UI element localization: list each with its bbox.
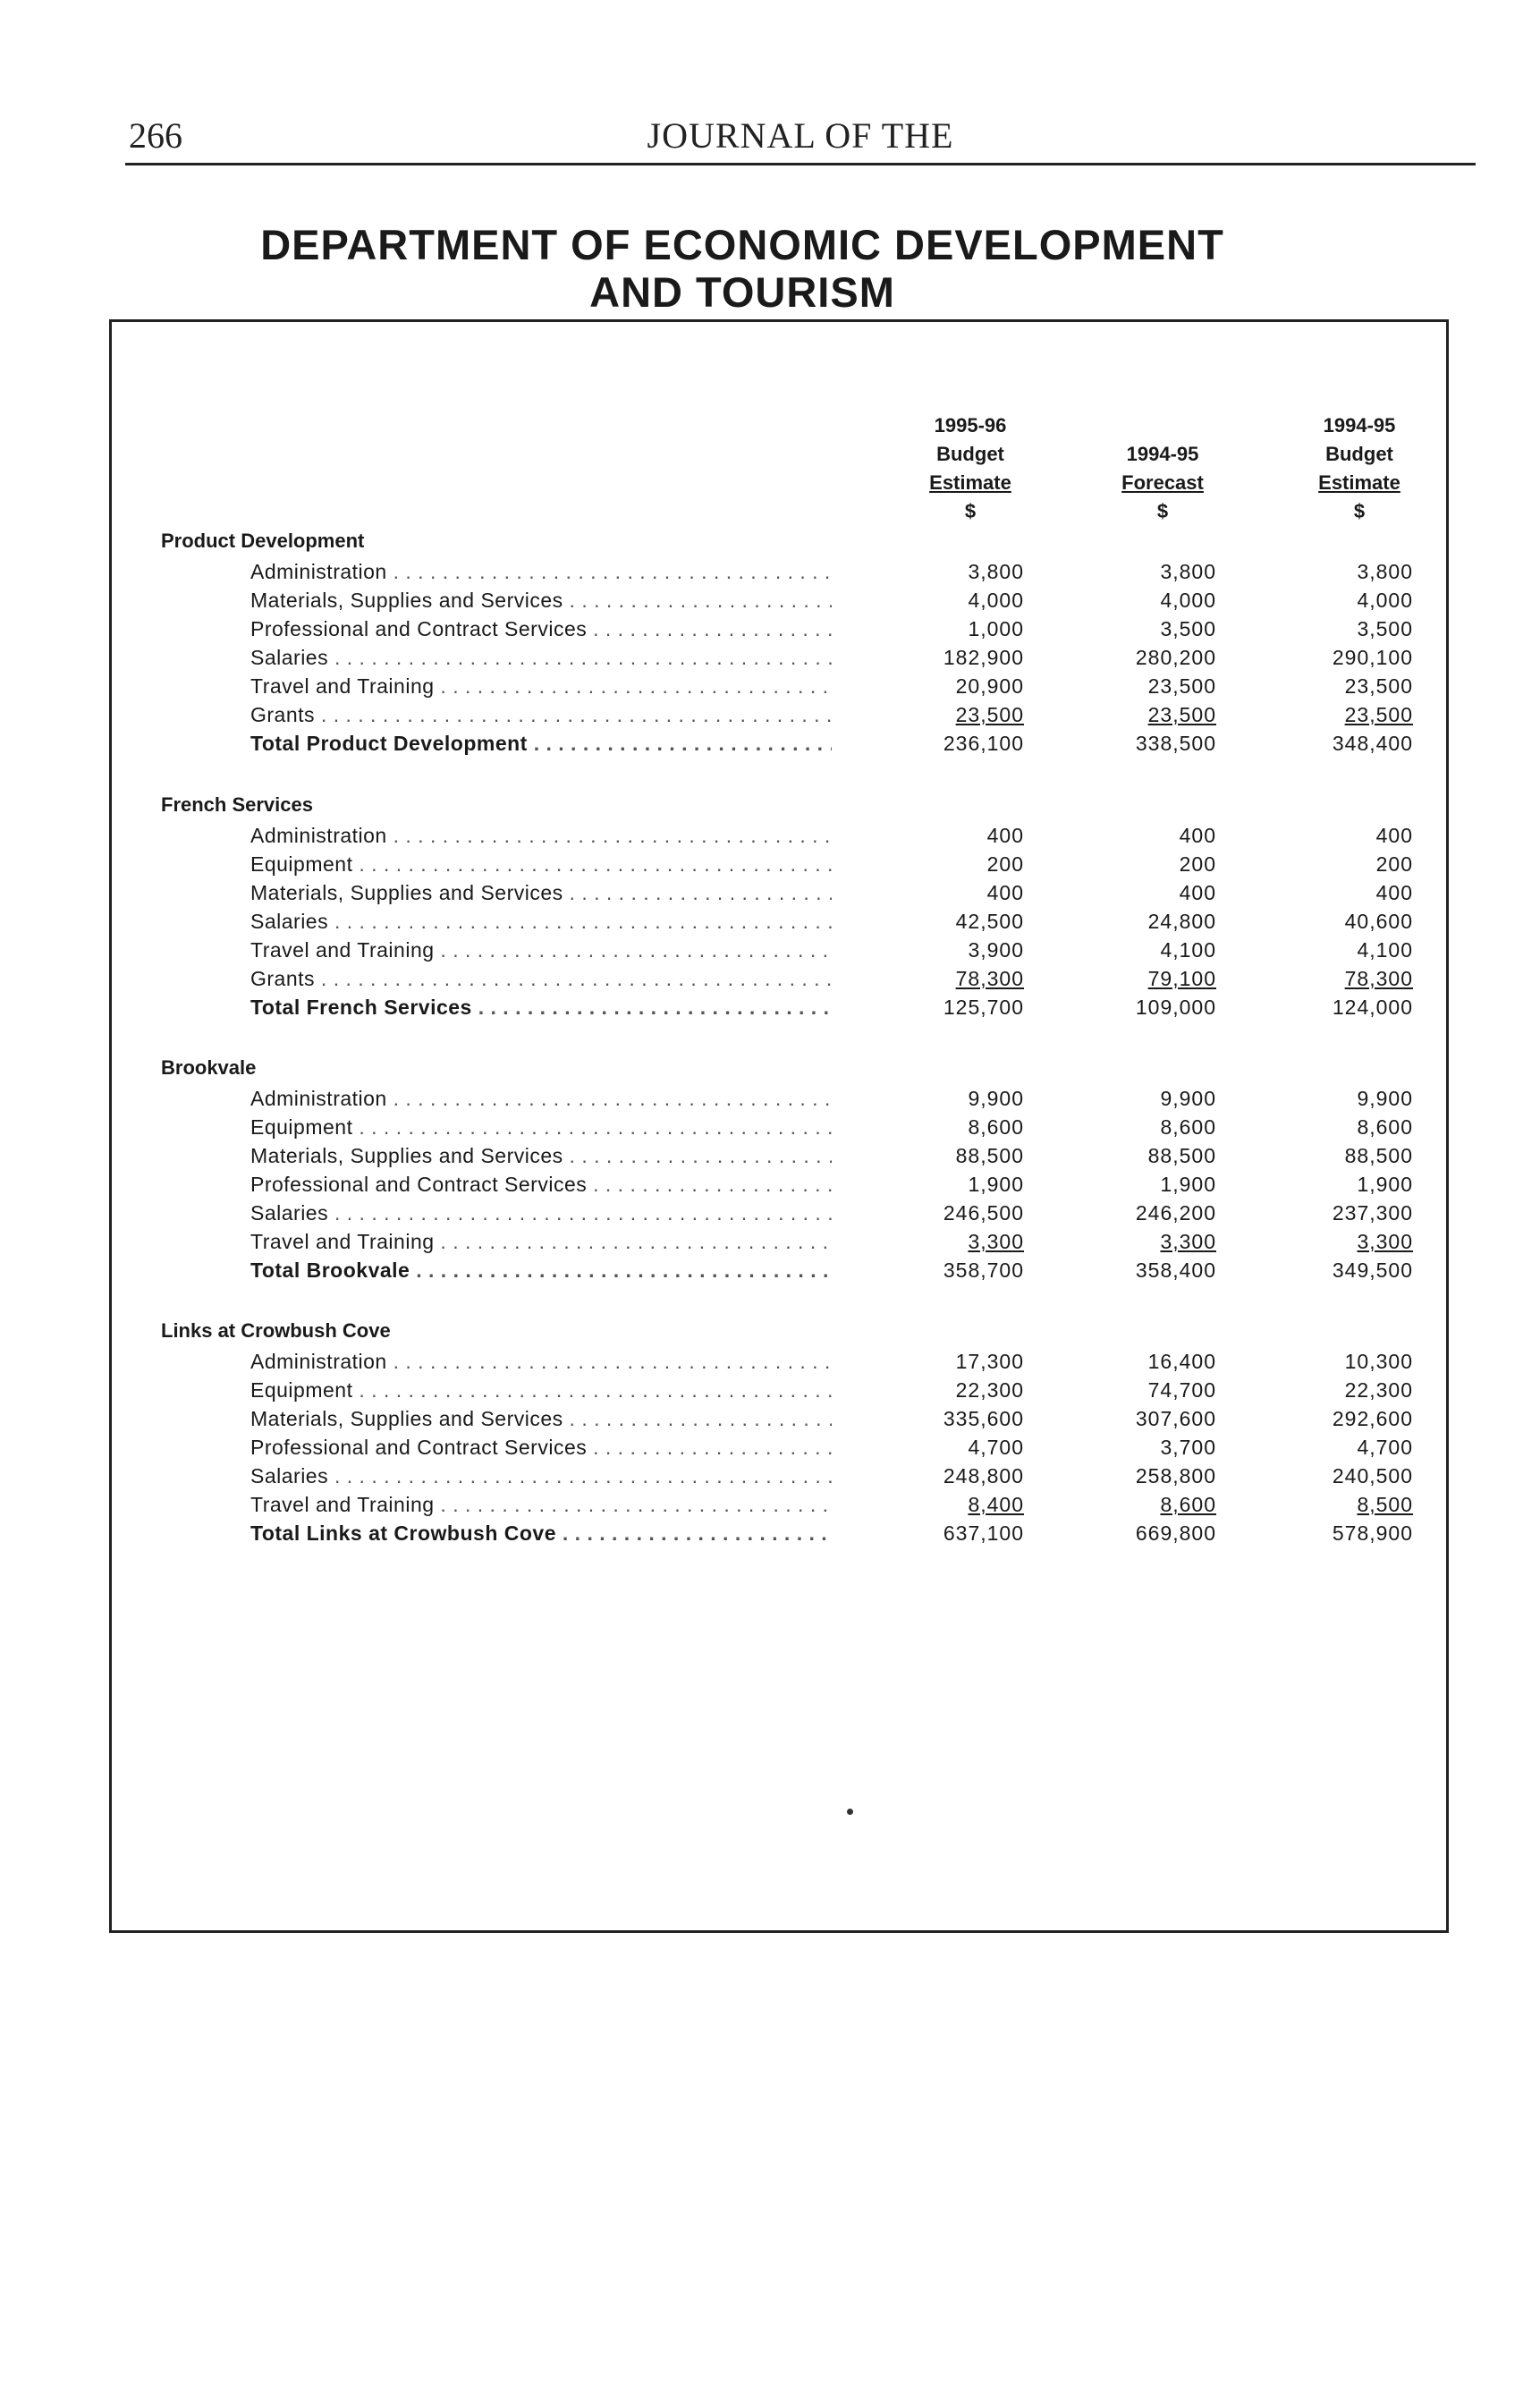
table-row bbox=[0, 1433, 1540, 1462]
cell-1994-95-forecast: 246,200 bbox=[1135, 1201, 1216, 1225]
cell-1994-95-forecast: 23,500 bbox=[1147, 674, 1216, 698]
row-label: Grants . . . bbox=[250, 964, 832, 993]
row-label: Travel and Training . . . bbox=[250, 936, 832, 964]
total-row bbox=[0, 993, 1540, 1021]
cell-1994-95-budget: 4,700 bbox=[1357, 1436, 1413, 1459]
total-1994-95-forecast: 338,500 bbox=[1135, 732, 1216, 755]
column-header-type: Budget bbox=[1325, 443, 1393, 465]
column-header-unit: $ bbox=[964, 500, 977, 522]
total-1994-95-forecast: 358,400 bbox=[1135, 1259, 1216, 1282]
cell-1995-96-budget: 78,300 bbox=[955, 967, 1024, 990]
column-header-year: 1995-96 bbox=[934, 414, 1007, 436]
page-number: 266 bbox=[129, 115, 182, 156]
row-label: Administration . . . bbox=[250, 1084, 832, 1113]
table-row bbox=[0, 1084, 1540, 1113]
cell-1995-96-budget: 23,500 bbox=[955, 703, 1024, 726]
cell-1995-96-budget: 248,800 bbox=[943, 1464, 1024, 1487]
table-row bbox=[0, 614, 1540, 643]
cell-1994-95-forecast: 23,500 bbox=[1147, 703, 1216, 726]
cell-1994-95-forecast: 4,000 bbox=[1160, 589, 1216, 612]
cell-1995-96-budget: 42,500 bbox=[955, 910, 1024, 933]
section-title-french-services: French Services bbox=[161, 793, 313, 816]
column-header-kind: Estimate bbox=[1318, 471, 1400, 494]
cell-1995-96-budget: 3,800 bbox=[968, 560, 1024, 583]
table-row bbox=[0, 1490, 1540, 1519]
row-label: Administration . . . bbox=[250, 1347, 832, 1376]
cell-1994-95-budget: 9,900 bbox=[1357, 1087, 1413, 1110]
row-label: Equipment . . . bbox=[250, 1376, 832, 1404]
column-header-1994-95-budget-estimate bbox=[1270, 411, 1449, 526]
section-title-brookvale: Brookvale bbox=[161, 1056, 257, 1079]
cell-1995-96-budget: 1,000 bbox=[968, 617, 1024, 640]
column-header-1995-96-budget-estimate bbox=[881, 411, 1060, 526]
table-row bbox=[0, 700, 1540, 729]
cell-1994-95-forecast: 1,900 bbox=[1160, 1173, 1216, 1196]
cell-1994-95-budget: 78,300 bbox=[1344, 967, 1413, 990]
row-label: Travel and Training . . . bbox=[250, 1490, 832, 1519]
cell-1995-96-budget: 335,600 bbox=[943, 1407, 1024, 1430]
cell-1994-95-forecast: 4,100 bbox=[1160, 938, 1216, 962]
cell-1994-95-forecast: 3,800 bbox=[1160, 560, 1216, 583]
total-1994-95-budget: 124,000 bbox=[1332, 996, 1413, 1019]
column-header-unit: $ bbox=[1353, 500, 1366, 522]
total-1995-96-budget: 358,700 bbox=[943, 1259, 1024, 1282]
total-1994-95-budget: 348,400 bbox=[1332, 732, 1413, 755]
cell-1994-95-forecast: 74,700 bbox=[1147, 1378, 1216, 1402]
cell-1995-96-budget: 200 bbox=[986, 852, 1024, 876]
total-1994-95-budget: 578,900 bbox=[1332, 1521, 1413, 1545]
cell-1995-96-budget: 4,000 bbox=[968, 589, 1024, 612]
cell-1995-96-budget: 22,300 bbox=[955, 1378, 1024, 1402]
cell-1994-95-budget: 1,900 bbox=[1357, 1173, 1413, 1196]
cell-1994-95-forecast: 24,800 bbox=[1147, 910, 1216, 933]
table-row bbox=[0, 936, 1540, 964]
row-label: Professional and Contract Services . . . bbox=[250, 1433, 832, 1462]
cell-1994-95-budget: 292,600 bbox=[1332, 1407, 1413, 1430]
total-label: Total French Services . . . bbox=[250, 993, 832, 1021]
cell-1994-95-budget: 3,500 bbox=[1357, 617, 1413, 640]
column-header-1994-95-forecast bbox=[1073, 411, 1252, 526]
row-label: Administration . . . bbox=[250, 557, 832, 586]
row-label: Materials, Supplies and Services . . . bbox=[250, 1141, 832, 1170]
table-row bbox=[0, 1227, 1540, 1256]
table-row bbox=[0, 1404, 1540, 1433]
cell-1994-95-budget: 4,100 bbox=[1357, 938, 1413, 962]
cell-1994-95-forecast: 280,200 bbox=[1135, 646, 1216, 669]
cell-1994-95-forecast: 3,500 bbox=[1160, 617, 1216, 640]
cell-1995-96-budget: 3,900 bbox=[968, 938, 1024, 962]
cell-1994-95-forecast: 400 bbox=[1179, 881, 1216, 904]
row-label: Salaries . . . bbox=[250, 1462, 832, 1490]
table-row bbox=[0, 1170, 1540, 1199]
table-row bbox=[0, 672, 1540, 700]
table-row bbox=[0, 1376, 1540, 1404]
cell-1995-96-budget: 400 bbox=[986, 824, 1024, 847]
cell-1994-95-budget: 23,500 bbox=[1344, 674, 1413, 698]
column-header-year: 1994-95 bbox=[1323, 414, 1396, 436]
cell-1995-96-budget: 8,600 bbox=[968, 1115, 1024, 1139]
cell-1994-95-budget: 40,600 bbox=[1344, 910, 1413, 933]
cell-1994-95-budget: 8,500 bbox=[1357, 1493, 1413, 1516]
table-row bbox=[0, 1113, 1540, 1141]
table-row bbox=[0, 1347, 1540, 1376]
total-label: Total Brookvale . . . bbox=[250, 1256, 832, 1284]
section-title-product-development: Product Development bbox=[161, 530, 365, 552]
row-label: Salaries . . . bbox=[250, 1199, 832, 1227]
row-label: Salaries . . . bbox=[250, 907, 832, 936]
table-row bbox=[0, 821, 1540, 850]
table-row bbox=[0, 1199, 1540, 1227]
cell-1994-95-forecast: 307,600 bbox=[1135, 1407, 1216, 1430]
table-row bbox=[0, 907, 1540, 936]
row-label: Salaries . . . bbox=[250, 643, 832, 672]
row-label: Equipment . . . bbox=[250, 850, 832, 878]
cell-1994-95-budget: 200 bbox=[1375, 852, 1413, 876]
row-label: Professional and Contract Services . . . bbox=[250, 1170, 832, 1199]
total-1994-95-budget: 349,500 bbox=[1332, 1259, 1413, 1282]
table-row bbox=[0, 878, 1540, 907]
cell-1994-95-budget: 400 bbox=[1375, 824, 1413, 847]
cell-1994-95-forecast: 88,500 bbox=[1147, 1144, 1216, 1167]
cell-1995-96-budget: 246,500 bbox=[943, 1201, 1024, 1225]
cell-1994-95-forecast: 3,300 bbox=[1160, 1230, 1216, 1253]
cell-1994-95-forecast: 9,900 bbox=[1160, 1087, 1216, 1110]
cell-1994-95-budget: 3,300 bbox=[1357, 1230, 1413, 1253]
cell-1994-95-budget: 400 bbox=[1375, 881, 1413, 904]
table-row bbox=[0, 586, 1540, 614]
cell-1994-95-budget: 8,600 bbox=[1357, 1115, 1413, 1139]
cell-1994-95-forecast: 3,700 bbox=[1160, 1436, 1216, 1459]
cell-1995-96-budget: 4,700 bbox=[968, 1436, 1024, 1459]
table-row bbox=[0, 1462, 1540, 1490]
cell-1994-95-budget: 23,500 bbox=[1344, 703, 1413, 726]
cell-1994-95-forecast: 258,800 bbox=[1135, 1464, 1216, 1487]
table-row bbox=[0, 1141, 1540, 1170]
cell-1995-96-budget: 20,900 bbox=[955, 674, 1024, 698]
table-row bbox=[0, 850, 1540, 878]
row-label: Equipment . . . bbox=[250, 1113, 832, 1141]
total-row bbox=[0, 1519, 1540, 1547]
table-row bbox=[0, 643, 1540, 672]
cell-1994-95-budget: 88,500 bbox=[1344, 1144, 1413, 1167]
table-row bbox=[0, 557, 1540, 586]
row-label: Professional and Contract Services . . . bbox=[250, 614, 832, 643]
total-1994-95-forecast: 109,000 bbox=[1135, 996, 1216, 1019]
cell-1994-95-budget: 290,100 bbox=[1332, 646, 1413, 669]
cell-1994-95-forecast: 400 bbox=[1179, 824, 1216, 847]
cell-1994-95-forecast: 8,600 bbox=[1160, 1115, 1216, 1139]
cell-1995-96-budget: 17,300 bbox=[955, 1350, 1024, 1373]
cell-1994-95-budget: 22,300 bbox=[1344, 1378, 1413, 1402]
cell-1994-95-forecast: 79,100 bbox=[1147, 967, 1216, 990]
cell-1995-96-budget: 8,400 bbox=[968, 1493, 1024, 1516]
row-label: Materials, Supplies and Services . . . bbox=[250, 878, 832, 907]
row-label: Materials, Supplies and Services . . . bbox=[250, 586, 832, 614]
total-1995-96-budget: 236,100 bbox=[943, 732, 1024, 755]
row-label: Travel and Training . . . bbox=[250, 1227, 832, 1256]
column-header-kind: Forecast bbox=[1121, 471, 1204, 494]
cell-1995-96-budget: 182,900 bbox=[943, 646, 1024, 669]
total-1995-96-budget: 125,700 bbox=[943, 996, 1024, 1019]
table-row bbox=[0, 964, 1540, 993]
cell-1994-95-budget: 240,500 bbox=[1332, 1464, 1413, 1487]
row-label: Administration . . . bbox=[250, 821, 832, 850]
total-label: Total Links at Crowbush Cove . . . bbox=[250, 1519, 832, 1547]
column-header-type: Budget bbox=[936, 443, 1004, 465]
total-1994-95-forecast: 669,800 bbox=[1135, 1521, 1216, 1545]
row-label: Travel and Training . . . bbox=[250, 672, 832, 700]
column-header-unit: $ bbox=[1156, 500, 1169, 522]
total-row bbox=[0, 1256, 1540, 1284]
column-header-kind: Estimate bbox=[929, 471, 1011, 494]
cell-1995-96-budget: 9,900 bbox=[968, 1087, 1024, 1110]
row-label: Grants . . . bbox=[250, 700, 832, 729]
row-label: Materials, Supplies and Services . . . bbox=[250, 1404, 832, 1433]
cell-1994-95-budget: 10,300 bbox=[1344, 1350, 1413, 1373]
cell-1994-95-forecast: 200 bbox=[1179, 852, 1216, 876]
cell-1994-95-budget: 4,000 bbox=[1357, 589, 1413, 612]
cell-1994-95-budget: 237,300 bbox=[1332, 1201, 1413, 1225]
department-title-line-1: DEPARTMENT OF ECONOMIC DEVELOPMENT bbox=[260, 221, 1224, 268]
total-label: Total Product Development . . . bbox=[250, 729, 832, 758]
cell-1995-96-budget: 88,500 bbox=[955, 1144, 1024, 1167]
total-row bbox=[0, 729, 1540, 758]
cell-1994-95-budget: 3,800 bbox=[1357, 560, 1413, 583]
column-header-year bbox=[1073, 411, 1252, 440]
stray-ink-mark bbox=[847, 1809, 853, 1815]
section-title-links-at-crowbush-cove: Links at Crowbush Cove bbox=[161, 1319, 391, 1342]
cell-1995-96-budget: 1,900 bbox=[968, 1173, 1024, 1196]
cell-1994-95-forecast: 8,600 bbox=[1160, 1493, 1216, 1516]
cell-1995-96-budget: 3,300 bbox=[968, 1230, 1024, 1253]
cell-1994-95-forecast: 16,400 bbox=[1147, 1350, 1216, 1373]
column-header-type: 1994-95 bbox=[1126, 443, 1199, 465]
department-title-line-2: AND TOURISM bbox=[589, 268, 895, 316]
total-1995-96-budget: 637,100 bbox=[943, 1521, 1024, 1545]
running-header bbox=[125, 114, 1476, 165]
journal-title: JOURNAL OF THE bbox=[647, 115, 954, 156]
cell-1995-96-budget: 400 bbox=[986, 881, 1024, 904]
